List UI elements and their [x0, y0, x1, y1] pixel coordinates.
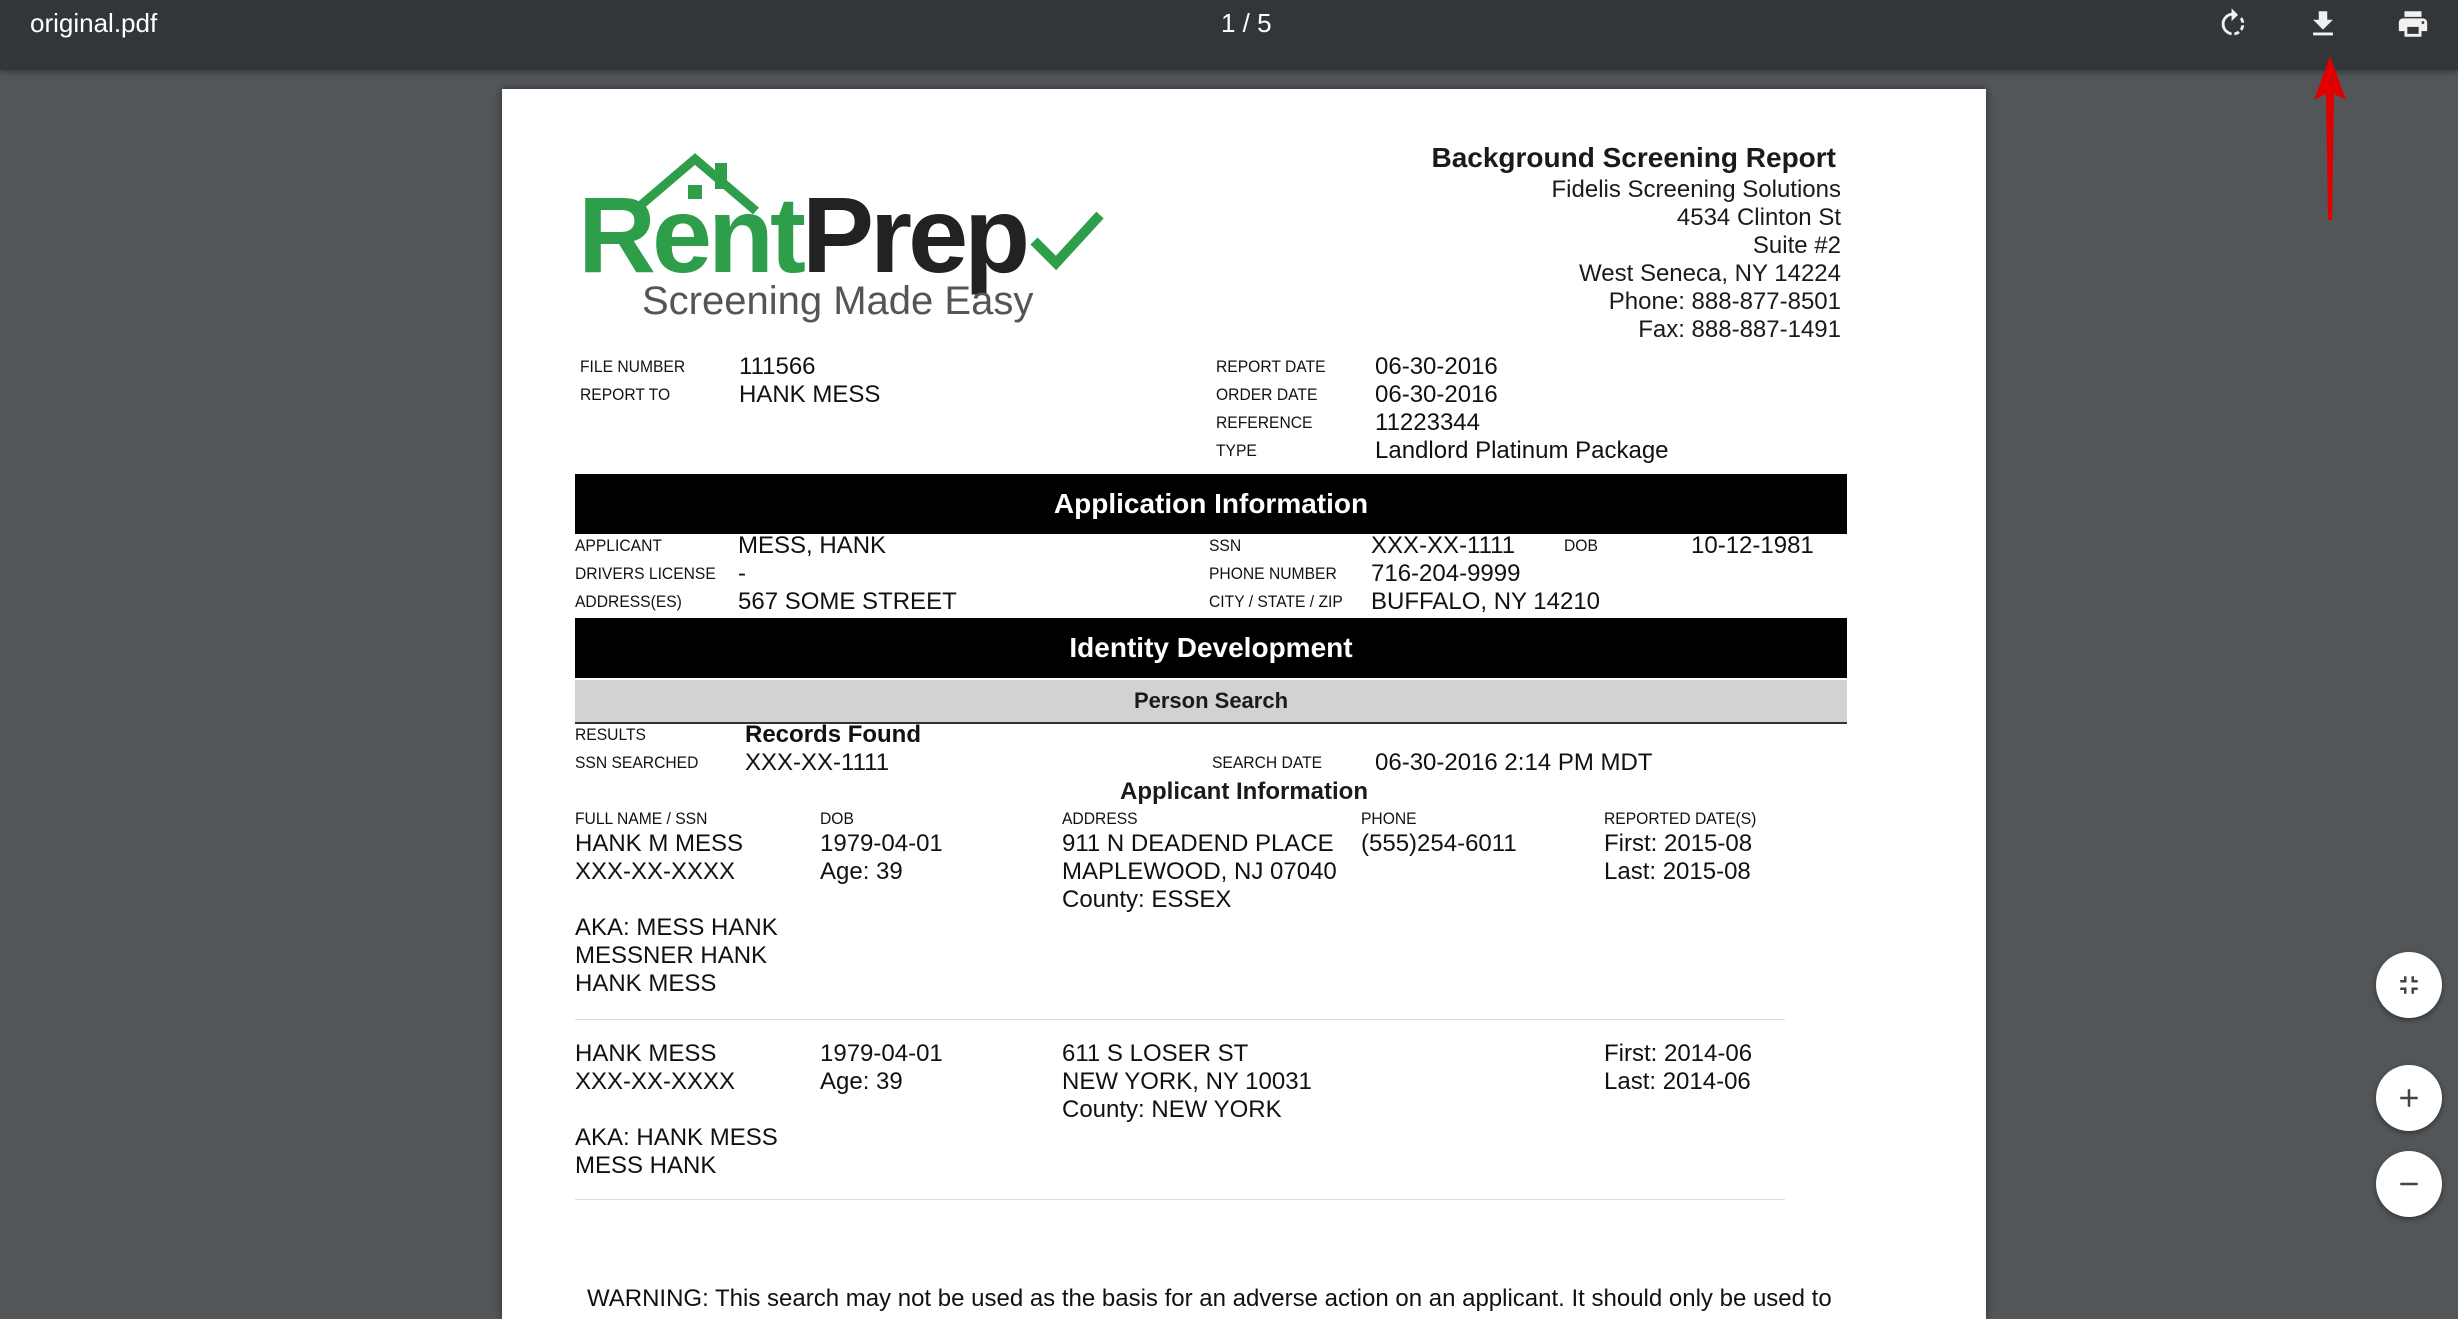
record-last-reported: Last: 2014-06: [1604, 1068, 1751, 1095]
city-state-zip-label: CITY / STATE / ZIP: [1209, 592, 1343, 611]
row-divider: [575, 1019, 1785, 1020]
record-ssn: XXX-XX-XXXX: [575, 1068, 736, 1095]
page-indicator: 1 / 5: [1221, 8, 1272, 38]
identity-development-header: Identity Development: [575, 618, 1847, 678]
phone-number-label: PHONE NUMBER: [1209, 564, 1337, 583]
print-button[interactable]: [2388, 2, 2438, 46]
ssn-value: XXX-XX-1111: [1371, 532, 1516, 559]
record-aka: AKA: MESS HANK: [575, 914, 778, 941]
record-phone: (555)254-6011: [1361, 830, 1517, 857]
logo-tagline: Screening Made Easy: [642, 279, 1034, 323]
type-label: TYPE: [1216, 441, 1257, 460]
search-date-label: SEARCH DATE: [1212, 753, 1323, 772]
logo-brand-left: Rent: [578, 174, 802, 295]
record-address-line1: 911 N DEADEND PLACE: [1062, 830, 1334, 857]
phone-number-value: 716-204-9999: [1371, 560, 1521, 587]
logo-brand-right: Prep: [802, 174, 1027, 295]
column-header-address: ADDRESS: [1062, 809, 1138, 828]
download-button[interactable]: [2298, 2, 2348, 46]
file-title: original.pdf: [30, 8, 158, 38]
address-value: 567 SOME STREET: [738, 588, 957, 615]
zoom-in-button[interactable]: [2376, 1065, 2442, 1131]
applicant-info-title: Applicant Information: [1120, 778, 1368, 805]
zoom-in-icon: [2394, 1083, 2424, 1113]
company-name: Fidelis Screening Solutions: [1551, 176, 1841, 203]
reference-label: REFERENCE: [1216, 413, 1313, 432]
record-name: HANK MESS: [575, 1040, 717, 1067]
rotate-button[interactable]: [2208, 2, 2258, 46]
record-first-reported: First: 2014-06: [1604, 1040, 1753, 1067]
record-age: Age: 39: [820, 858, 903, 885]
report-date-value: 06-30-2016: [1375, 353, 1498, 380]
report-to-label: REPORT TO: [580, 385, 671, 404]
record-county: County: ESSEX: [1062, 886, 1232, 913]
results-label: RESULTS: [575, 725, 646, 744]
addresses-label: ADDRESS(ES): [575, 592, 682, 611]
ssn-searched-value: XXX-XX-1111: [745, 749, 890, 776]
column-header-reported: REPORTED DATE(S): [1604, 809, 1757, 828]
report-title: Background Screening Report: [1431, 142, 1836, 173]
results-value: Records Found: [745, 721, 922, 748]
record-aka: AKA: HANK MESS: [575, 1124, 778, 1151]
company-street: 4534 Clinton St: [1676, 204, 1841, 231]
fit-to-page-icon: [2394, 970, 2424, 1000]
rotate-icon: [2216, 7, 2250, 41]
order-date-value: 06-30-2016: [1375, 381, 1498, 408]
record-dob: 1979-04-01: [820, 1040, 943, 1067]
dob-label: DOB: [1564, 536, 1598, 555]
drivers-license-label: DRIVERS LICENSE: [575, 564, 716, 583]
record-address-line2: NEW YORK, NY 10031: [1062, 1068, 1312, 1095]
red-arrow-icon: [2310, 56, 2350, 220]
type-value: Landlord Platinum Package: [1375, 437, 1669, 464]
record-last-reported: Last: 2015-08: [1604, 858, 1751, 885]
row-divider: [575, 1199, 1785, 1200]
company-phone: Phone: 888-877-8501: [1608, 288, 1841, 315]
record-aka: MESSNER HANK: [575, 942, 768, 969]
company-city: West Seneca, NY 14224: [1579, 260, 1841, 287]
record-name: HANK M MESS: [575, 830, 744, 857]
pdf-page: [502, 89, 1986, 1319]
ssn-label: SSN: [1209, 536, 1242, 555]
applicant-value: MESS, HANK: [738, 532, 887, 559]
company-fax: Fax: 888-887-1491: [1638, 316, 1841, 343]
city-state-zip-value: BUFFALO, NY 14210: [1371, 588, 1601, 615]
warning-text: WARNING: This search may not be used as the basis for an adverse action on an applicant. It should only be used to: [587, 1285, 1832, 1312]
drivers-license-value: -: [738, 560, 746, 587]
record-county: County: NEW YORK: [1062, 1096, 1282, 1123]
search-date-value: 06-30-2016 2:14 PM MDT: [1375, 749, 1653, 776]
fit-to-page-button[interactable]: [2376, 952, 2442, 1018]
reference-value: 11223344: [1375, 409, 1480, 436]
record-age: Age: 39: [820, 1068, 903, 1095]
report-date-label: REPORT DATE: [1216, 357, 1326, 376]
zoom-out-icon: [2394, 1169, 2424, 1199]
file-number-value: 111566: [739, 353, 816, 380]
ssn-searched-label: SSN SEARCHED: [575, 753, 699, 772]
record-address-line1: 611 S LOSER ST: [1062, 1040, 1249, 1067]
record-address-line2: MAPLEWOOD, NJ 07040: [1062, 858, 1337, 885]
print-icon: [2396, 7, 2430, 41]
record-aka: HANK MESS: [575, 970, 717, 997]
checkmark-icon: [1026, 207, 1106, 277]
person-search-header: Person Search: [575, 680, 1847, 724]
dob-value: 10-12-1981: [1691, 532, 1814, 559]
column-header-name: FULL NAME / SSN: [575, 809, 708, 828]
record-first-reported: First: 2015-08: [1604, 830, 1753, 857]
application-info-header: Application Information: [575, 474, 1847, 534]
applicant-label: APPLICANT: [575, 536, 662, 555]
file-number-label: FILE NUMBER: [580, 357, 686, 376]
viewer-toolbar: [0, 0, 2458, 70]
column-header-phone: PHONE: [1361, 809, 1417, 828]
company-suite: Suite #2: [1752, 232, 1841, 259]
order-date-label: ORDER DATE: [1216, 385, 1318, 404]
record-dob: 1979-04-01: [820, 830, 943, 857]
zoom-out-button[interactable]: [2376, 1151, 2442, 1217]
report-to-value: HANK MESS: [739, 381, 881, 408]
download-icon: [2306, 7, 2340, 41]
record-ssn: XXX-XX-XXXX: [575, 858, 736, 885]
record-aka: MESS HANK: [575, 1152, 717, 1179]
column-header-dob: DOB: [820, 809, 854, 828]
